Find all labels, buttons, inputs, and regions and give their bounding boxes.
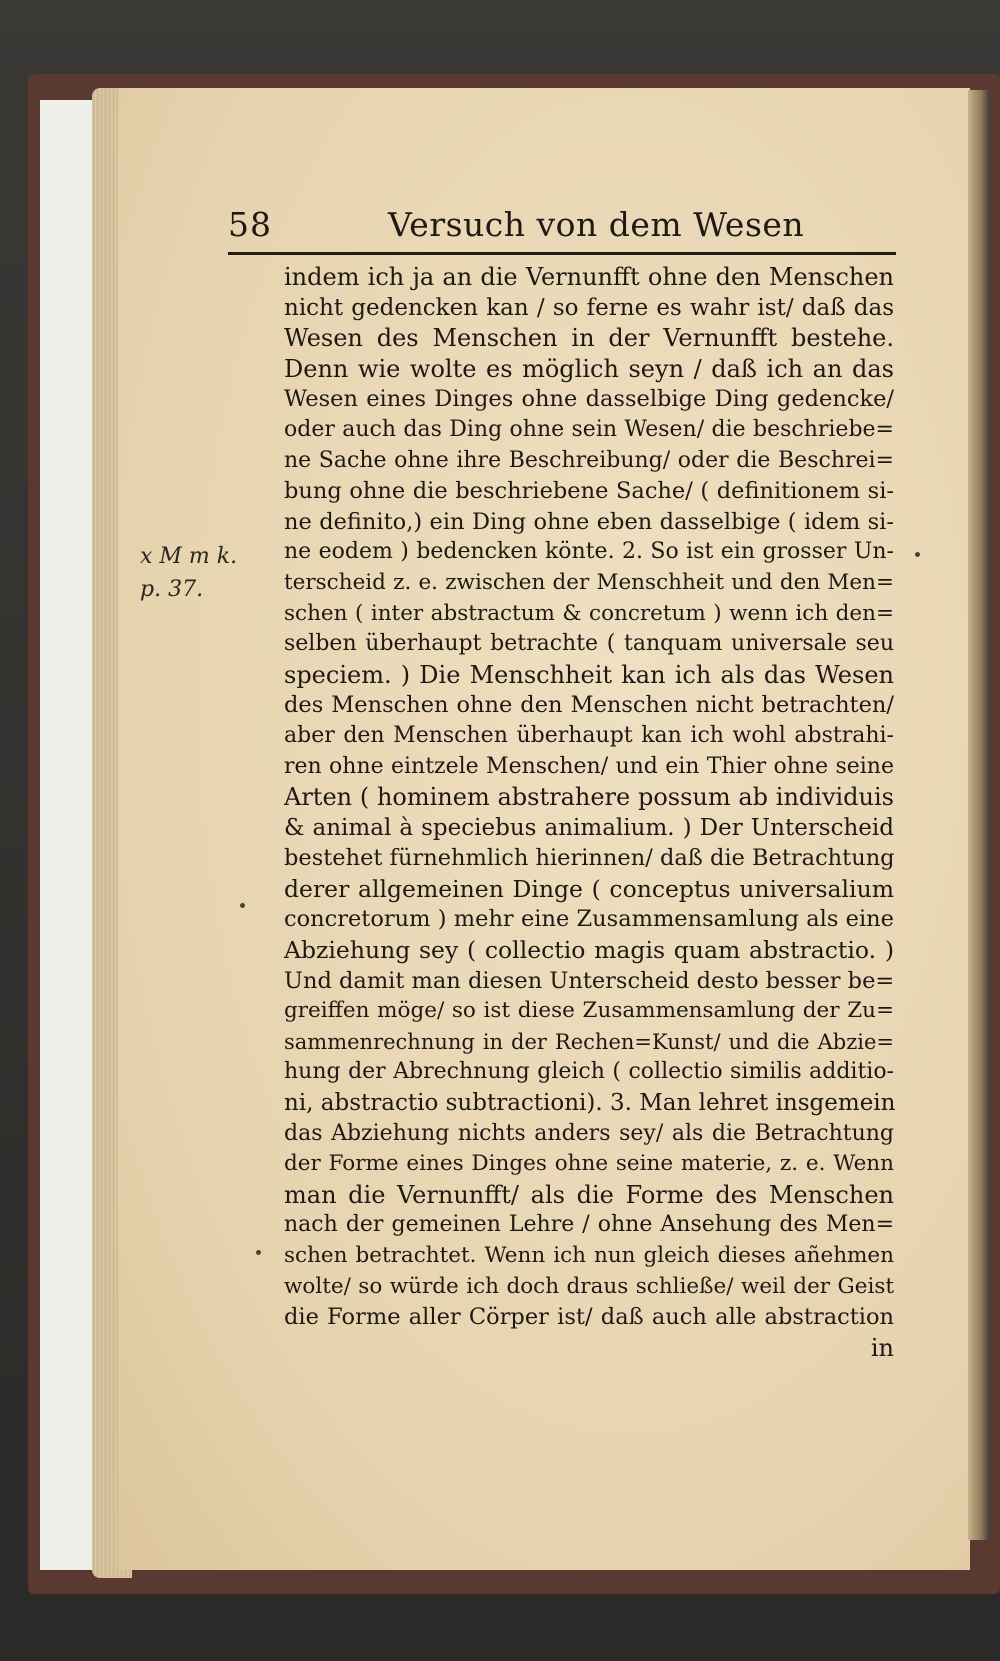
text-line: nach der gemeinen Lehre / ohne Ansehung des Men= [284,1212,894,1238]
header-rule [228,252,896,255]
text-line: ne eodem ) bedencken könte. 2. So ist ein grosser Un- [284,539,894,565]
text-line: Und damit man diesen Unterscheid desto besser be= [284,967,895,994]
book-gutter [968,90,990,1540]
text-line: ni, abstractio subtractioni). 3. Man lehret insgemein [284,1090,896,1117]
text-line: concretorum ) mehr eine Zusammensamlung als eine [284,906,894,933]
marginal-note-line: p. 37. [140,577,204,602]
text-line: Wesen eines Dinges ohne dasselbige Ding gedencke/ [284,386,894,413]
marginal-note-line: x M m k. [140,544,238,569]
body-text [284,262,894,1363]
text-line: schen ( inter abstractum & concretum ) wenn ich den= [284,600,894,626]
text-line: speciem. ) Die Menschheit kan ich als das Wesen [284,660,894,689]
text-line: selben überhaupt betrachte ( tanquam universale seu [284,631,894,657]
text-line: nicht gedencken kan / so ferne es wahr ist/ daß das [284,294,894,321]
marginal-note [140,540,237,606]
text-line: das Abziehung nichts anders sey/ als die Betrachtung [284,1120,894,1146]
text-line: ren ohne eintzele Menschen/ und ein Thier ohne seine [284,753,894,779]
ink-speck [240,903,245,908]
ink-speck [256,1250,261,1255]
page-number: 58 [228,205,272,244]
text-line: & animal à speciebus animalium. ) Der Unterscheid [284,814,894,841]
text-line: indem ich ja an die Vernunfft ohne den Menschen [284,263,894,291]
text-line: die Forme aller Cörper ist/ daß auch alle abstraction [284,1304,894,1331]
page-header [228,205,898,250]
text-line: man die Vernunfft/ als die Forme des Menschen [284,1180,894,1209]
text-line: ne definito,) ein Ding ohne eben dasselbige ( idem si- [284,508,894,535]
text-line: Arten ( hominem abstrahere possum ab individuis [284,783,894,812]
running-title: Versuch von dem Wesen [388,205,805,244]
text-line: Denn wie wolte es möglich seyn / daß ich an das [284,354,894,383]
ink-speck [915,552,920,557]
text-line: aber den Menschen überhaupt kan ich wohl abstrahi- [284,722,894,748]
text-line: greiffen möge/ so ist diese Zusammensamlung der Zu= [284,998,894,1024]
text-line: ne Sache ohne ihre Beschreibung/ oder die Beschrei= [284,447,894,473]
text-line: Abziehung sey ( collectio magis quam abstractio. ) [284,936,894,965]
text-line: bung ohne die beschriebene Sache/ ( definitionem si- [284,478,894,505]
text-line: bestehet fürnehmlich hierinnen/ daß die Betrachtung [284,845,895,872]
text-line: oder auch das Ding ohne sein Wesen/ die beschriebe= [284,416,894,442]
text-line: derer allgemeinen Dinge ( conceptus universalium [284,874,894,903]
catchword: in [870,1333,894,1362]
text-line: schen betrachtet. Wenn ich nun gleich dieses añehmen [284,1243,894,1268]
text-line: sammenrechnung in der Rechen=Kunst/ und die Abzie= [284,1029,894,1054]
text-line: wolte/ so würde ich doch draus schließe/ weil der Geist [284,1273,894,1299]
text-line: terscheid z. e. zwischen der Menschheit und den Men= [284,569,894,595]
text-line: Wesen des Menschen in der Vernunfft bestehe. [284,324,894,353]
text-line: des Menschen ohne den Menschen nicht betrachten/ [284,692,894,719]
text-line: der Forme eines Dinges ohne seine materie, z. e. Wenn [284,1151,894,1177]
text-line: hung der Abrechnung gleich ( collectio similis additio- [284,1059,894,1085]
